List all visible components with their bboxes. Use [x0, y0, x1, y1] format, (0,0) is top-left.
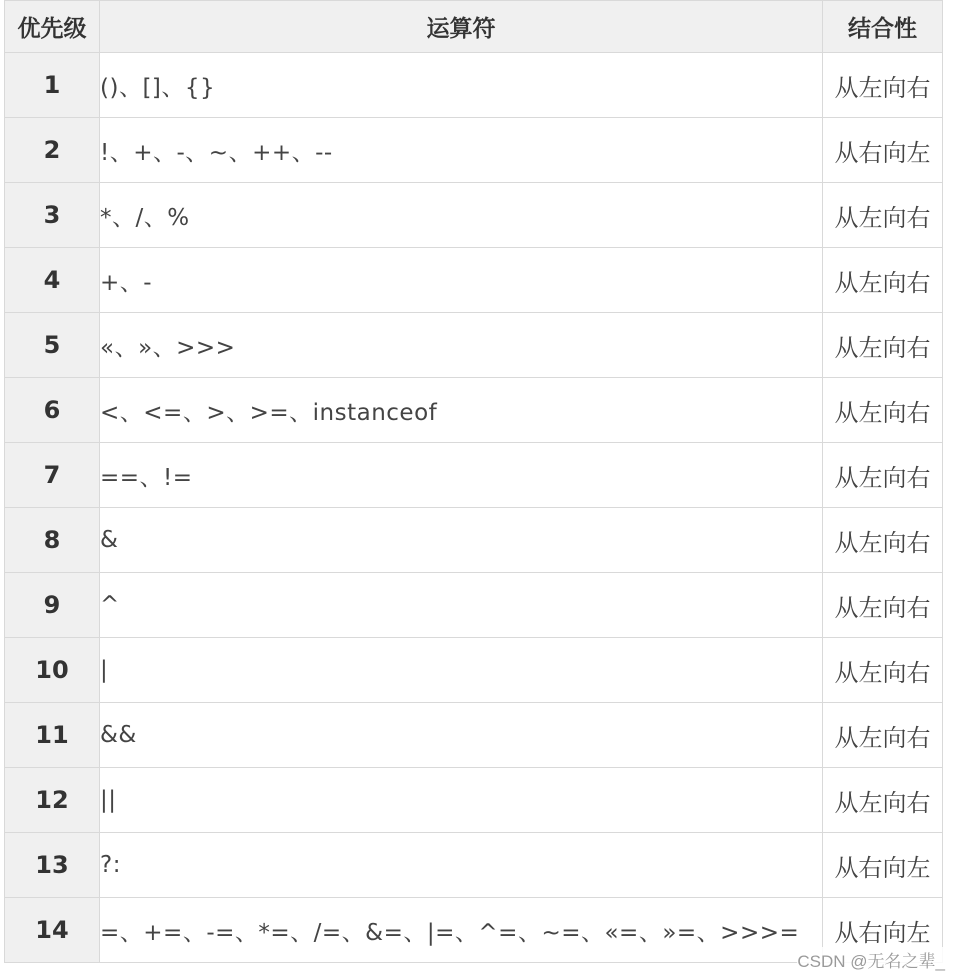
operators-cell: || [100, 768, 823, 833]
table-row [5, 53, 943, 118]
table-row [5, 313, 943, 378]
associativity-cell: 从左向右 [823, 768, 943, 833]
operators-cell: =、+=、-=、*=、/=、&=、|=、^=、~=、«=、»=、>>>= [100, 898, 823, 963]
table-header-row [5, 1, 943, 53]
priority-cell: 6 [5, 378, 100, 443]
operators-cell: && [100, 703, 823, 768]
associativity-cell: 从左向右 [823, 508, 943, 573]
associativity-cell: 从左向右 [823, 313, 943, 378]
operators-cell: ()、[]、{} [100, 53, 823, 118]
priority-cell: 3 [5, 183, 100, 248]
associativity-cell: 从左向右 [823, 638, 943, 703]
table-row [5, 183, 943, 248]
priority-cell: 1 [5, 53, 100, 118]
associativity-cell: 从左向右 [823, 183, 943, 248]
priority-cell: 2 [5, 118, 100, 183]
table-row [5, 443, 943, 508]
priority-cell: 14 [5, 898, 100, 963]
header-operators: 运算符 [100, 1, 823, 53]
operators-cell: +、- [100, 248, 823, 313]
operators-cell: & [100, 508, 823, 573]
associativity-cell: 从左向右 [823, 378, 943, 443]
table-row [5, 118, 943, 183]
operators-cell: | [100, 638, 823, 703]
table-row [5, 768, 943, 833]
priority-cell: 12 [5, 768, 100, 833]
table-row [5, 573, 943, 638]
operators-cell: *、/、% [100, 183, 823, 248]
csdn-watermark: CSDN @无名之辈_ [797, 947, 945, 972]
table-row [5, 703, 943, 768]
table-row [5, 833, 943, 898]
priority-cell: 7 [5, 443, 100, 508]
associativity-cell: 从左向右 [823, 53, 943, 118]
table-row [5, 508, 943, 573]
operator-precedence-table [4, 0, 943, 963]
priority-cell: 13 [5, 833, 100, 898]
associativity-cell: 从左向右 [823, 443, 943, 508]
operators-cell: «、»、>>> [100, 313, 823, 378]
associativity-cell: 从左向右 [823, 573, 943, 638]
operators-cell: ?: [100, 833, 823, 898]
associativity-cell: 从右向左 [823, 833, 943, 898]
priority-cell: 9 [5, 573, 100, 638]
operators-cell: <、<=、>、>=、instanceof [100, 378, 823, 443]
header-associativity: 结合性 [823, 1, 943, 53]
priority-cell: 10 [5, 638, 100, 703]
priority-cell: 11 [5, 703, 100, 768]
table-row [5, 638, 943, 703]
operators-cell: ==、!= [100, 443, 823, 508]
operators-cell: ^ [100, 573, 823, 638]
associativity-cell: 从右向左 [823, 898, 943, 963]
associativity-cell: 从右向左 [823, 118, 943, 183]
associativity-cell: 从左向右 [823, 703, 943, 768]
table-row [5, 248, 943, 313]
priority-cell: 4 [5, 248, 100, 313]
associativity-cell: 从左向右 [823, 248, 943, 313]
table-row [5, 378, 943, 443]
operators-cell: !、+、-、~、++、-- [100, 118, 823, 183]
priority-cell: 8 [5, 508, 100, 573]
header-priority: 优先级 [5, 1, 100, 53]
priority-cell: 5 [5, 313, 100, 378]
